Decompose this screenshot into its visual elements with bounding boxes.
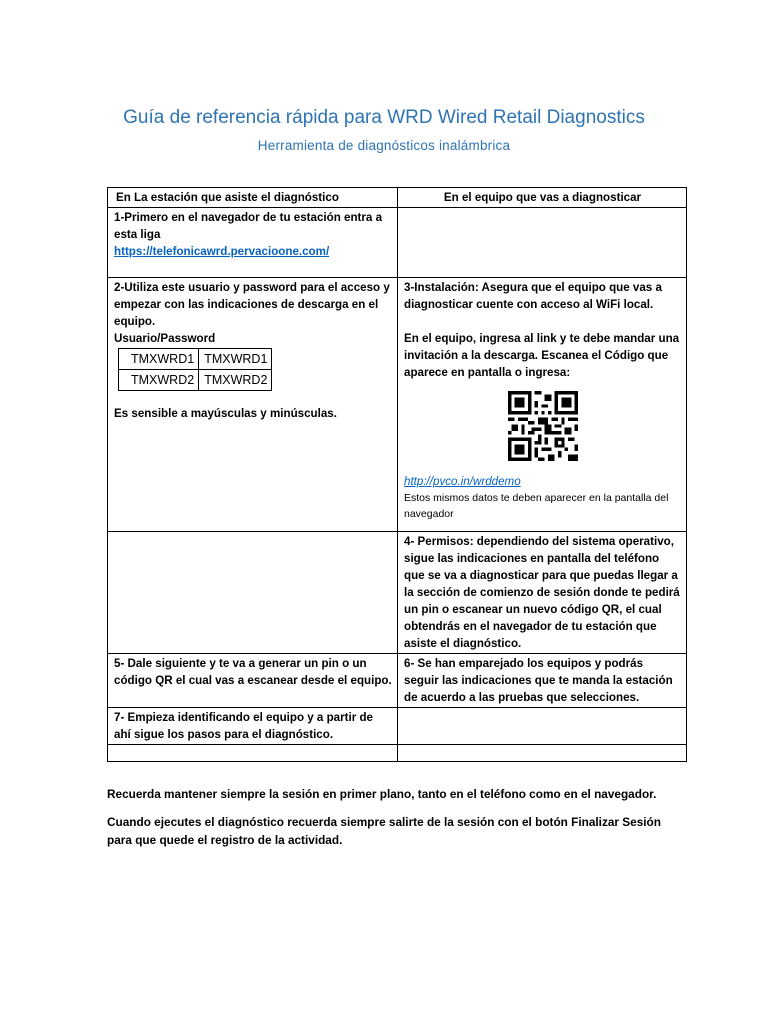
qr-container	[404, 381, 681, 473]
step-7-text: 7- Empieza identificando el equipo y a partir de ahí sigue los pasos para el diagnóstico.	[114, 711, 373, 741]
password-1: TMXWRD1	[199, 349, 272, 370]
session-note: Recuerda mantener siempre la sesión en primer plano, tanto en el teléfono como en el navegador.	[107, 787, 657, 801]
step-1-cell	[108, 208, 398, 278]
step-3-cell	[398, 278, 687, 532]
step-6-text: 6- Se han emparejado los equipos y podrás seguir las indicaciones que te manda la estación de acuerdo a las pruebas que selecciones.	[404, 657, 673, 704]
empty-cell	[108, 532, 398, 654]
step-5-text: 5- Dale siguiente y te va a generar un pin o un código QR el cual vas a escanear desde el equipo.	[114, 657, 392, 687]
page-title: Guía de referencia rápida para WRD Wired Retail Diagnostics	[123, 107, 645, 128]
username-2: TMXWRD2	[119, 370, 199, 391]
password-2: TMXWRD2	[199, 370, 272, 391]
step-6-cell	[398, 654, 687, 708]
finalize-note: Cuando ejecutes el diagnóstico recuerda siempre salirte de la sesión con el botón Finalizar Sesión para que quede el registro de la actividad.	[107, 815, 661, 847]
credentials-table	[118, 348, 272, 391]
table-row	[108, 708, 687, 745]
page-subtitle: Herramienta de diagnósticos inalámbrica	[257, 138, 511, 153]
step-2-text: 2-Utiliza este usuario y password para el acceso y empezar con las indicaciones de descarga en el equipo.	[114, 281, 390, 328]
step-4-cell	[398, 532, 687, 654]
credentials-row	[119, 370, 272, 391]
step-5-cell	[108, 654, 398, 708]
empty-cell	[398, 208, 687, 278]
step-3-instructions: En el equipo, ingresa al link y te debe mandar una invitación a la descarga. Escanea el Código que aparece en pantalla o ingresa:	[404, 332, 680, 379]
step-1-text: 1-Primero en el navegador de tu estación entra a esta liga	[114, 211, 383, 241]
demo-url-link[interactable]: http://pvco.in/wrddemo	[404, 475, 521, 488]
table-row	[108, 532, 687, 654]
credentials-row	[119, 349, 272, 370]
empty-cell	[398, 708, 687, 745]
step-4-text: 4- Permisos: dependiendo del sistema operativo, sigue las indicaciones en pantalla del teléfono que se va a diagnosticar para que puedas llegar a la sección de comienzo de sesión donde te pedirá un pin o escanear un nuevo código QR, el cual obtendrás en el navegador de tu estación que asiste el diagnóstico.	[404, 535, 680, 650]
table-row	[108, 208, 687, 278]
table-row	[108, 654, 687, 708]
empty-cell	[108, 745, 398, 762]
browser-data-note: Estos mismos datos te deben aparecer en la pantalla del navegador	[404, 492, 669, 520]
step-7-cell	[108, 708, 398, 745]
table-header-row	[108, 188, 687, 208]
empty-cell	[398, 745, 687, 762]
instructions-table	[107, 187, 687, 762]
qr-code-icon	[508, 391, 578, 461]
case-sensitive-note: Es sensible a mayúsculas y minúsculas.	[114, 407, 337, 420]
step-3-text: 3-Instalación: Asegura que el equipo que vas a diagnosticar cuente con acceso al WiFi local.	[404, 281, 662, 311]
station-url-link[interactable]: https://telefonicawrd.pervacioone.com/	[114, 245, 330, 258]
username-1: TMXWRD1	[119, 349, 199, 370]
step-2-cell	[108, 278, 398, 532]
credentials-label: Usuario/Password	[114, 332, 216, 345]
table-row	[108, 278, 687, 532]
header-station: En La estación que asiste el diagnóstico	[108, 188, 398, 208]
table-row	[108, 745, 687, 762]
header-device: En el equipo que vas a diagnosticar	[398, 188, 687, 208]
